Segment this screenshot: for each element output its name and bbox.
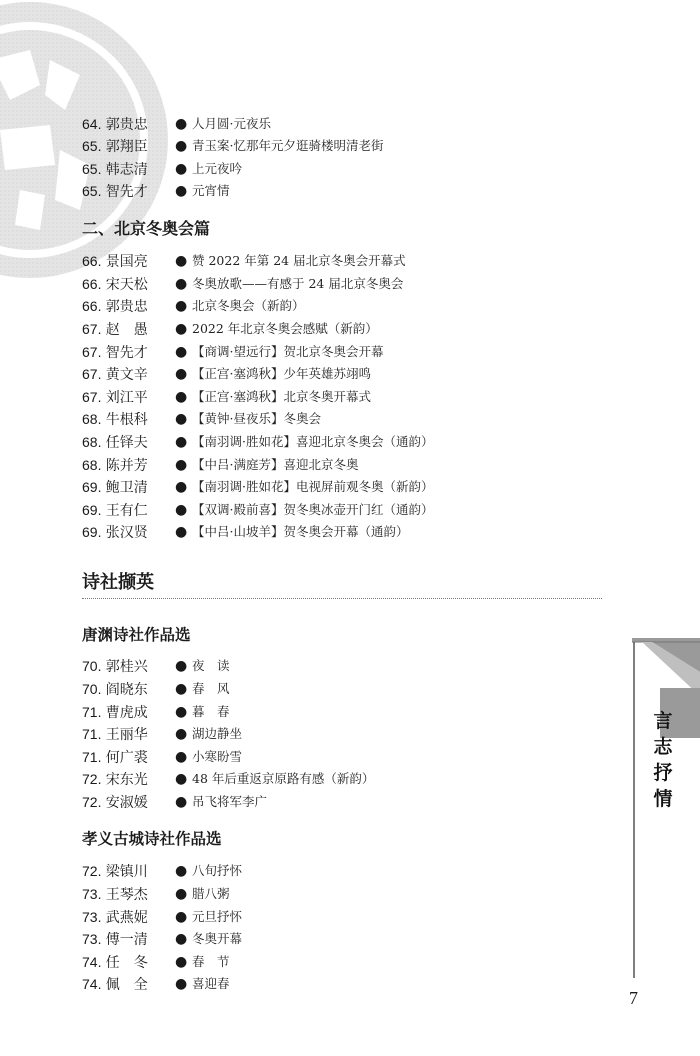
bullet-icon: ● xyxy=(175,681,188,697)
entry-title: 夜 读 xyxy=(192,658,230,673)
toc-entry xyxy=(82,973,230,995)
bullet-icon: ● xyxy=(175,749,188,765)
section-divider xyxy=(82,598,602,599)
entry-page-number: 74. xyxy=(82,954,102,970)
entry-page-number: 65. xyxy=(82,138,102,154)
entry-author: 何广裘 xyxy=(105,750,148,766)
toc-entry xyxy=(82,431,434,453)
toc-entry xyxy=(82,454,359,476)
bullet-icon: ● xyxy=(175,976,188,992)
bullet-icon: ● xyxy=(175,502,188,518)
entry-title: 【南羽调·胜如花】喜迎北京冬奥会（通韵） xyxy=(192,434,434,449)
toc-entry xyxy=(82,655,230,677)
entry-author: 景国亮 xyxy=(105,254,148,270)
bullet-icon: ● xyxy=(175,794,188,810)
toc-entry xyxy=(82,476,434,498)
page-number: 7 xyxy=(629,988,638,1008)
bullet-icon: ● xyxy=(175,909,188,925)
entry-author: 梁镇川 xyxy=(105,864,148,880)
entry-author: 郭贵忠 xyxy=(105,117,148,133)
bullet-icon: ● xyxy=(175,321,188,337)
entry-title: 小寒盼雪 xyxy=(192,749,243,764)
toc-entry xyxy=(82,408,321,430)
bullet-icon: ● xyxy=(175,931,188,947)
toc-entry xyxy=(82,678,230,700)
toc-entry xyxy=(82,723,243,745)
entry-page-number: 71. xyxy=(82,749,102,765)
bullet-icon: ● xyxy=(175,298,188,314)
entry-page-number: 72. xyxy=(82,771,102,787)
entry-title: 暮 春 xyxy=(192,704,230,719)
entry-title: 上元夜吟 xyxy=(192,161,243,176)
entry-title: 青玉案·忆那年元夕逛骑楼明清老街 xyxy=(192,138,384,153)
entry-page-number: 70. xyxy=(82,658,102,674)
chapter-side-tab-label: 言志抒情 xyxy=(653,710,673,810)
bullet-icon: ● xyxy=(175,524,188,540)
entry-page-number: 73. xyxy=(82,886,102,902)
bullet-icon: ● xyxy=(175,276,188,292)
entry-author: 宋天松 xyxy=(105,277,148,293)
entry-page-number: 66. xyxy=(82,298,102,314)
entry-title: 春 节 xyxy=(192,954,230,969)
bullet-icon: ● xyxy=(175,457,188,473)
entry-page-number: 67. xyxy=(82,344,102,360)
entry-page-number: 65. xyxy=(82,161,102,177)
entry-page-number: 72. xyxy=(82,794,102,810)
toc-entry xyxy=(82,768,375,790)
bullet-icon: ● xyxy=(175,886,188,902)
entry-author: 鲍卫清 xyxy=(105,480,148,496)
entry-title: 湖边静坐 xyxy=(192,726,243,741)
entry-title: 48 年后重返京原路有感（新韵） xyxy=(192,771,375,786)
bullet-icon: ● xyxy=(175,116,188,132)
entry-page-number: 72. xyxy=(82,863,102,879)
entry-title: 人月圆·元夜乐 xyxy=(192,116,271,131)
entry-page-number: 74. xyxy=(82,976,102,992)
entry-author: 傅一清 xyxy=(105,932,148,948)
entry-title: 【中吕·满庭芳】喜迎北京冬奥 xyxy=(192,457,359,472)
entry-page-number: 73. xyxy=(82,909,102,925)
entry-author: 赵 愚 xyxy=(105,322,148,338)
bullet-icon: ● xyxy=(175,771,188,787)
entry-page-number: 69. xyxy=(82,479,102,495)
subsection-heading: 孝义古城诗社作品选 xyxy=(82,830,222,848)
entry-author: 宋东光 xyxy=(105,772,148,788)
entry-page-number: 64. xyxy=(82,116,102,132)
toc-entry xyxy=(82,499,434,521)
bullet-icon: ● xyxy=(175,366,188,382)
entry-title: 喜迎春 xyxy=(192,976,230,991)
bullet-icon: ● xyxy=(175,479,188,495)
entry-author: 王琴杰 xyxy=(105,887,148,903)
entry-page-number: 67. xyxy=(82,366,102,382)
section-heading: 二、北京冬奥会篇 xyxy=(82,219,211,238)
entry-author: 曹虎成 xyxy=(105,705,148,721)
entry-author: 陈并芳 xyxy=(105,458,148,474)
toc-entry xyxy=(82,158,243,180)
toc-entry xyxy=(82,951,230,973)
section-heading: 诗社撷英 xyxy=(82,572,154,593)
entry-page-number: 68. xyxy=(82,457,102,473)
entry-page-number: 71. xyxy=(82,726,102,742)
toc-entry xyxy=(82,250,406,272)
toc-entry xyxy=(82,860,243,882)
toc-entry xyxy=(82,746,243,768)
entry-page-number: 65. xyxy=(82,183,102,199)
entry-author: 牛根科 xyxy=(105,412,148,428)
entry-author: 郭贵忠 xyxy=(105,299,148,315)
toc-entry xyxy=(82,113,271,135)
entry-author: 阎晓东 xyxy=(105,682,148,698)
entry-author: 郭翔臣 xyxy=(105,139,148,155)
bullet-icon: ● xyxy=(175,726,188,742)
bullet-icon: ● xyxy=(175,658,188,674)
bullet-icon: ● xyxy=(175,954,188,970)
entry-page-number: 70. xyxy=(82,681,102,697)
entry-author: 任 冬 xyxy=(105,955,148,971)
entry-title: 赞 2022 年第 24 届北京冬奥会开幕式 xyxy=(192,253,406,268)
entry-author: 黄文辛 xyxy=(105,367,148,383)
bullet-icon: ● xyxy=(175,138,188,154)
entry-author: 佩 全 xyxy=(105,977,148,993)
entry-author: 安淑媛 xyxy=(105,795,148,811)
bullet-icon: ● xyxy=(175,863,188,879)
bullet-icon: ● xyxy=(175,411,188,427)
toc-entry xyxy=(82,521,409,543)
entry-title: 【南羽调·胜如花】电视屏前观冬奥（新韵） xyxy=(192,479,434,494)
entry-title: 元宵情 xyxy=(192,183,230,198)
entry-author: 郭桂兴 xyxy=(105,659,148,675)
entry-page-number: 66. xyxy=(82,276,102,292)
entry-page-number: 71. xyxy=(82,704,102,720)
entry-title: 冬奥开幕 xyxy=(192,931,243,946)
subsection-heading: 唐渊诗社作品选 xyxy=(82,626,191,644)
entry-author: 韩志清 xyxy=(105,162,148,178)
entry-author: 任铎夫 xyxy=(105,435,148,451)
bullet-icon: ● xyxy=(175,183,188,199)
toc-entry xyxy=(82,341,384,363)
entry-page-number: 66. xyxy=(82,253,102,269)
entry-title: 八旬抒怀 xyxy=(192,863,243,878)
entry-author: 刘江平 xyxy=(105,390,148,406)
entry-title: 元旦抒怀 xyxy=(192,909,243,924)
entry-page-number: 67. xyxy=(82,389,102,405)
entry-title: 【中吕·山坡羊】贺冬奥会开幕（通韵） xyxy=(192,524,409,539)
entry-page-number: 68. xyxy=(82,434,102,450)
bullet-icon: ● xyxy=(175,434,188,450)
entry-page-number: 69. xyxy=(82,502,102,518)
entry-author: 武燕妮 xyxy=(105,910,148,926)
bullet-icon: ● xyxy=(175,253,188,269)
entry-title: 【正宫·塞鸿秋】少年英雄苏翊鸣 xyxy=(192,366,371,381)
toc-entry xyxy=(82,883,230,905)
entry-page-number: 68. xyxy=(82,411,102,427)
entry-author: 智先才 xyxy=(105,184,148,200)
entry-title: 春 风 xyxy=(192,681,230,696)
entry-title: 【商调·望远行】贺北京冬奥会开幕 xyxy=(192,344,384,359)
toc-entry xyxy=(82,906,243,928)
bullet-icon: ● xyxy=(175,704,188,720)
bullet-icon: ● xyxy=(175,389,188,405)
toc-entry xyxy=(82,295,305,317)
toc-entry xyxy=(82,386,371,408)
entry-title: 2022 年北京冬奥会感赋（新韵） xyxy=(192,321,378,336)
bullet-icon: ● xyxy=(175,161,188,177)
toc-entry xyxy=(82,273,404,295)
entry-page-number: 69. xyxy=(82,524,102,540)
toc-entry xyxy=(82,363,371,385)
entry-title: 腊八粥 xyxy=(192,886,230,901)
toc-entry xyxy=(82,701,230,723)
toc-entry xyxy=(82,318,378,340)
entry-title: 吊飞将军李广 xyxy=(192,794,268,809)
entry-title: 北京冬奥会（新韵） xyxy=(192,298,305,313)
toc-entry xyxy=(82,135,384,157)
entry-author: 智先才 xyxy=(105,345,148,361)
entry-page-number: 67. xyxy=(82,321,102,337)
bullet-icon: ● xyxy=(175,344,188,360)
toc-entry xyxy=(82,791,268,813)
toc-entry xyxy=(82,928,243,950)
entry-title: 【双调·殿前喜】贺冬奥冰壶开门红（通韵） xyxy=(192,502,434,517)
entry-author: 张汉贤 xyxy=(105,525,148,541)
entry-author: 王丽华 xyxy=(105,727,148,743)
toc-entry xyxy=(82,180,230,202)
entry-title: 【正宫·塞鸿秋】北京冬奥开幕式 xyxy=(192,389,371,404)
entry-author: 王有仁 xyxy=(105,503,148,519)
entry-page-number: 73. xyxy=(82,931,102,947)
entry-title: 冬奥放歌——有感于 24 届北京冬奥会 xyxy=(192,276,404,291)
entry-title: 【黄钟·昼夜乐】冬奥会 xyxy=(192,411,321,426)
